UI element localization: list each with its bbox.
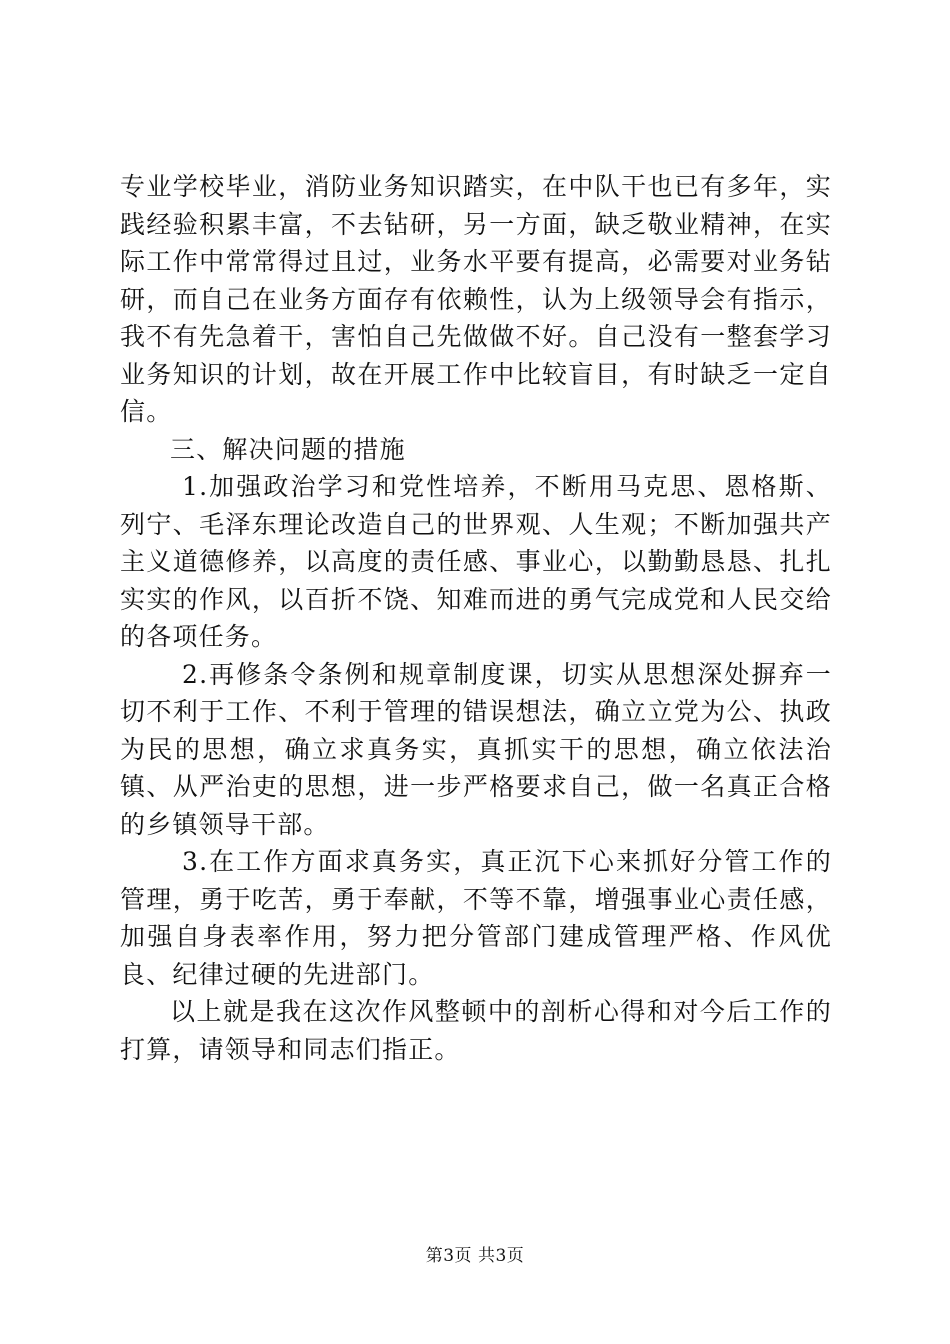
section-heading: 三、解决问题的措施 <box>170 434 406 464</box>
page-footer: 第3页 共3页 <box>425 1246 525 1266</box>
measure-item-3: 3.在工作方面求真务实，真正沉下心来抓好分管工作的管理，勇于吃苦，勇于奉献，不等不靠，增强事业心责任感，加强自身表率作用，努力把分管部门建成管理严格、作风优良、纪律过硬的先进部门。 <box>120 847 832 989</box>
paragraph-continuation: 专业学校毕业，消防业务知识踏实，在中队干也已有多年，实践经验积累丰富，不去钻研，另一方面，缺乏敬业精神，在实际工作中常常得过且过，业务水平要有提高，必需要对业务钻研，而自己在业务方面存有依赖性，认为上级领导会有指示，我不有先急着干，害怕自己先做做不好。自己没有一整套学习业务知识的计划，故在开展工作中比较盲目，有时缺乏一定自信。 <box>120 172 832 426</box>
measure-item-2: 2.再修条令条例和规章制度课，切实从思想深处摒弃一切不利于工作、不利于管理的错误想法，确立立党为公、执政为民的思想，确立求真务实，真抓实干的思想，确立依法治镇、从严治吏的思想，进一步严格要求自己，做一名真正合格的乡镇领导干部。 <box>120 659 832 839</box>
measure-item-1: 1.加强政治学习和党性培养，不断用马克思、恩格斯、列宁、毛泽东理论改造自己的世界观、人生观；不断加强共产主义道德修养，以高度的责任感、事业心，以勤勤恳恳、扎扎实实的作风，以百折不饶、知难而进的勇气完成党和人民交给的各项任务。 <box>120 472 832 651</box>
document-body <box>120 168 832 1068</box>
closing-paragraph: 以上就是我在这次作风整顿中的剖析心得和对今后工作的打算，请领导和同志们指正。 <box>120 997 832 1064</box>
